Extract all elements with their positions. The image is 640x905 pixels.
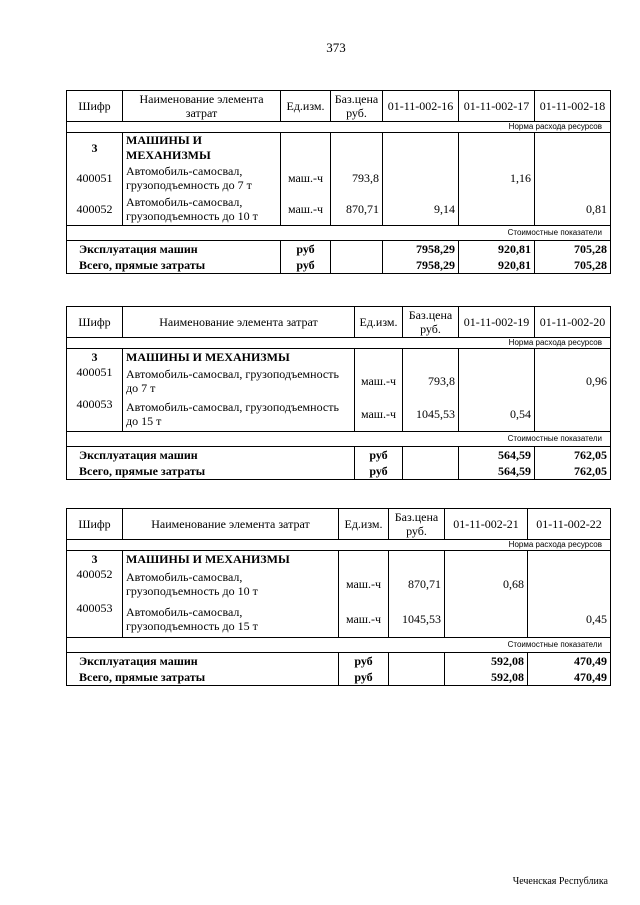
total-value-2: 762,05 xyxy=(535,447,611,464)
cost-label: Стоимостные показатели xyxy=(67,226,611,241)
row-value-2: 1,16 xyxy=(459,163,535,193)
row-code: 400052 xyxy=(67,567,123,601)
total-value-3: 705,28 xyxy=(535,257,611,274)
row-value-2: 0,45 xyxy=(528,601,611,638)
row-code: 400051 xyxy=(67,365,123,397)
total-value-2: 920,81 xyxy=(459,241,535,258)
row-value-1 xyxy=(383,163,459,193)
header-price: Баз.цена руб. xyxy=(403,307,459,338)
total-value-1: 592,08 xyxy=(445,653,528,670)
row-value-2 xyxy=(535,397,611,432)
total-unit: руб xyxy=(281,241,331,258)
total-value-1: 7958,29 xyxy=(383,241,459,258)
total-name: Эксплуатация машин xyxy=(67,241,281,258)
norm-label: Норма расхода ресурсов xyxy=(67,122,611,133)
total-unit: руб xyxy=(355,463,403,480)
table-row xyxy=(67,365,611,397)
section-title: МАШИНЫ И МЕХАНИЗМЫ xyxy=(123,551,339,568)
total-value-3: 705,28 xyxy=(535,241,611,258)
row-name: Автомобиль-самосвал, грузоподъемность до 10 т xyxy=(123,193,281,226)
row-name: Автомобиль-самосвал, грузоподъемность до 10 т xyxy=(123,567,339,601)
row-value-2 xyxy=(459,193,535,226)
row-name: Автомобиль-самосвал, грузоподъемность до 15 т xyxy=(123,397,355,432)
header-col-1: 01-11-002-21 xyxy=(445,509,528,540)
total-unit: руб xyxy=(339,669,389,686)
header-code: Шифр xyxy=(67,307,123,338)
norm-label: Норма расхода ресурсов xyxy=(67,540,611,551)
header-name: Наименование элемента затрат xyxy=(123,509,339,540)
table-row xyxy=(67,397,611,432)
row-price: 793,8 xyxy=(403,365,459,397)
header-unit: Ед.изм. xyxy=(355,307,403,338)
total-value-2: 470,49 xyxy=(528,653,611,670)
row-value-1: 0,68 xyxy=(445,567,528,601)
total-value-2: 470,49 xyxy=(528,669,611,686)
header-col-1: 01-11-002-16 xyxy=(383,91,459,122)
row-value-1: 0,54 xyxy=(459,397,535,432)
header-code: Шифр xyxy=(67,91,123,122)
total-name: Всего, прямые затраты xyxy=(67,463,355,480)
norms-table-1 xyxy=(66,90,611,274)
row-unit: маш.-ч xyxy=(281,193,331,226)
row-unit: маш.-ч xyxy=(339,567,389,601)
total-value-2: 920,81 xyxy=(459,257,535,274)
total-row xyxy=(67,653,611,670)
header-col-3: 01-11-002-18 xyxy=(535,91,611,122)
total-unit: руб xyxy=(339,653,389,670)
row-code: 400052 xyxy=(67,193,123,226)
row-unit: маш.-ч xyxy=(281,163,331,193)
row-unit: маш.-ч xyxy=(355,397,403,432)
total-value-1: 592,08 xyxy=(445,669,528,686)
row-value-1: 9,14 xyxy=(383,193,459,226)
row-price: 870,71 xyxy=(331,193,383,226)
header-unit: Ед.изм. xyxy=(281,91,331,122)
table-header-row xyxy=(67,91,611,122)
total-value-1: 564,59 xyxy=(459,463,535,480)
total-unit: руб xyxy=(281,257,331,274)
table-row xyxy=(67,601,611,638)
total-name: Эксплуатация машин xyxy=(67,653,339,670)
row-code: 400051 xyxy=(67,163,123,193)
row-value-3: 0,81 xyxy=(535,193,611,226)
header-col-1: 01-11-002-19 xyxy=(459,307,535,338)
total-name: Эксплуатация машин xyxy=(67,447,355,464)
total-unit: руб xyxy=(355,447,403,464)
total-row xyxy=(67,669,611,686)
table-header-row xyxy=(67,307,611,338)
norm-label: Норма расхода ресурсов xyxy=(67,338,611,349)
section-code: 3 xyxy=(67,349,123,366)
header-code: Шифр xyxy=(67,509,123,540)
row-name: Автомобиль-самосвал, грузоподъемность до 7 т xyxy=(123,163,281,193)
section-code: 3 xyxy=(67,551,123,568)
total-value-2: 762,05 xyxy=(535,463,611,480)
row-value-2: 0,96 xyxy=(535,365,611,397)
row-price: 870,71 xyxy=(389,567,445,601)
row-value-2 xyxy=(528,567,611,601)
row-unit: маш.-ч xyxy=(339,601,389,638)
table-row xyxy=(67,567,611,601)
row-value-1 xyxy=(459,365,535,397)
table-header-row xyxy=(67,509,611,540)
table-row xyxy=(67,163,611,193)
row-unit: маш.-ч xyxy=(355,365,403,397)
row-code: 400053 xyxy=(67,397,123,432)
row-code: 400053 xyxy=(67,601,123,638)
total-row xyxy=(67,463,611,480)
table-row xyxy=(67,193,611,226)
total-value-1: 564,59 xyxy=(459,447,535,464)
section-title: МАШИНЫ И МЕХАНИЗМЫ xyxy=(123,133,281,164)
row-price: 793,8 xyxy=(331,163,383,193)
norms-table-2 xyxy=(66,306,611,480)
footer-region: Чеченская Республика xyxy=(512,876,608,887)
norms-table-3 xyxy=(66,508,611,686)
header-col-2: 01-11-002-17 xyxy=(459,91,535,122)
header-col-2: 01-11-002-22 xyxy=(528,509,611,540)
section-title: МАШИНЫ И МЕХАНИЗМЫ xyxy=(123,349,355,366)
total-value-1: 7958,29 xyxy=(383,257,459,274)
header-col-2: 01-11-002-20 xyxy=(535,307,611,338)
cost-label: Стоимостные показатели xyxy=(67,638,611,653)
row-price: 1045,53 xyxy=(403,397,459,432)
row-name: Автомобиль-самосвал, грузоподъемность до 7 т xyxy=(123,365,355,397)
total-row xyxy=(67,241,611,258)
row-name: Автомобиль-самосвал, грузоподъемность до 15 т xyxy=(123,601,339,638)
row-price: 1045,53 xyxy=(389,601,445,638)
row-value-1 xyxy=(445,601,528,638)
row-value-3 xyxy=(535,163,611,193)
total-name: Всего, прямые затраты xyxy=(67,669,339,686)
header-name: Наименование элемента затрат xyxy=(123,91,281,122)
section-code: 3 xyxy=(67,133,123,164)
total-name: Всего, прямые затраты xyxy=(67,257,281,274)
header-name: Наименование элемента затрат xyxy=(123,307,355,338)
total-row xyxy=(67,447,611,464)
cost-label: Стоимостные показатели xyxy=(67,432,611,447)
header-price: Баз.цена руб. xyxy=(331,91,383,122)
total-row xyxy=(67,257,611,274)
header-unit: Ед.изм. xyxy=(339,509,389,540)
header-price: Баз.цена руб. xyxy=(389,509,445,540)
page-number: 373 xyxy=(326,40,346,55)
